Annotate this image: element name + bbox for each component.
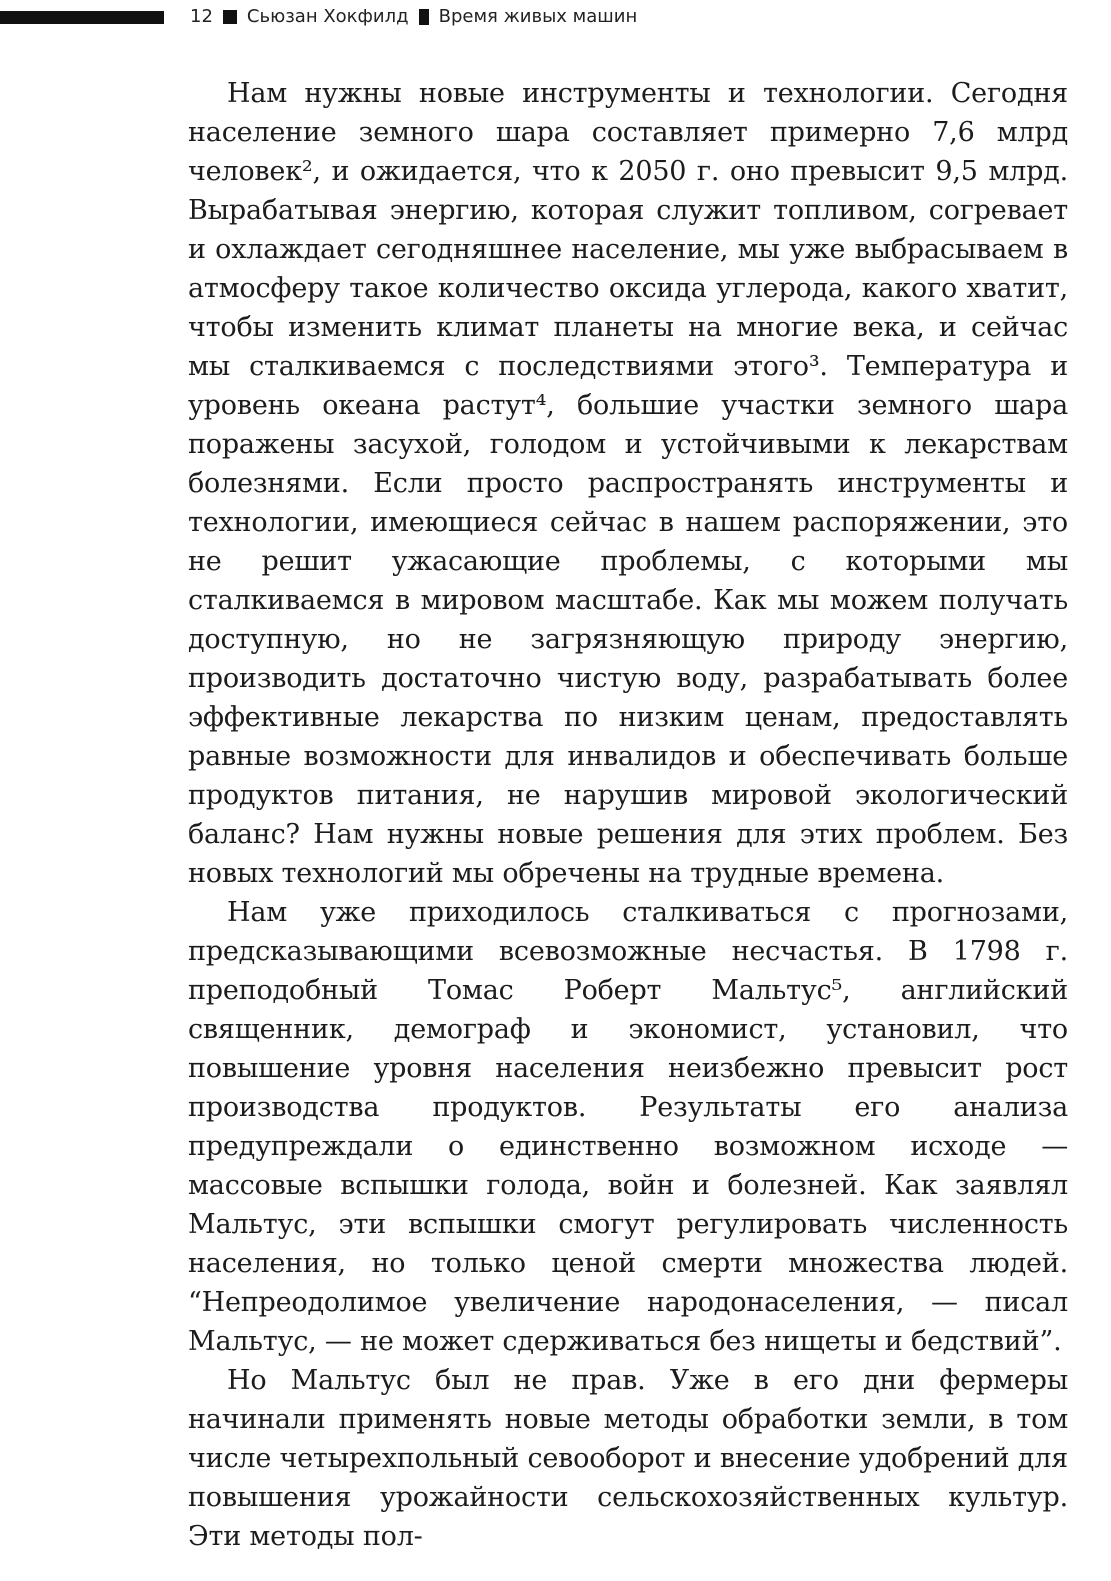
header-text [190, 6, 637, 27]
page-number: 12 [190, 6, 213, 27]
paragraph: Нам уже приходилось сталкиваться с прогнозами, предсказывающими всевозможные несчастья. В 1798 г. преподобный Томас Роберт Мальтус⁵, английский священник, демограф и экономист, установил, что повышение уровня населения неизбежно превысит рост производства продуктов. Результаты его анализа предупреждали о единственно возможном исходе — массовые вспышки голода, войн и болезней. Как заявлял Мальтус, эти вспышки смогут регулировать численность населения, но только ценой смерти множества людей. “Непреодолимое увеличение народонаселения, — писал Мальтус, — не может сдерживаться без нищеты и бедствий”. [188, 897, 1068, 1357]
separator-square-icon [419, 9, 429, 25]
separator-square-icon [223, 10, 237, 24]
header-rule-bar [0, 11, 164, 24]
paragraph: Нам нужны новые инструменты и технологии. Сегодня население земного шара составляет примерно 7,6 млрд человек², и ожидается, что к 2050 г. оно превысит 9,5 млрд. Вырабатывая энергию, которая служит топливом, согревает и охлаждает сегодняшнее население, мы уже выбрасываем в атмосферу такое количество оксида углерода, какого хватит, чтобы изменить климат планеты на многие века, и сейчас мы сталкиваемся с последствиями этого³. Температура и уровень океана растут⁴, большие участки земного шара поражены засухой, голодом и устойчивыми к лекарствам болезнями. Если просто распространять инструменты и технологии, имеющиеся сейчас в нашем распоряжении, это не решит ужасающие проблемы, с которыми мы сталкиваемся в мировом масштабе. Как мы можем получать доступную, но не загрязняющую природу энергию, производить достаточно чистую воду, разрабатывать более эффективные лекарства по низким ценам, предоставлять равные возможности для инвалидов и обеспечивать больше продуктов питания, не нарушив мировой экологический баланс? Нам нужны новые решения для этих проблем. Без новых технологий мы обречены на трудные времена. [188, 78, 1068, 889]
header-book-title: Время живых машин [438, 6, 638, 27]
running-header [0, 0, 1111, 36]
paragraph: Но Мальтус был не прав. Уже в его дни фермеры начинали применять новые методы обработки земли, в том числе четырехпольный севооборот и внесение удобрений для повышения урожайности сельскохозяйственных культур. Эти методы пол- [188, 1365, 1068, 1552]
header-author: Сьюзан Хокфилд [246, 6, 409, 27]
body-text [188, 74, 1068, 1556]
